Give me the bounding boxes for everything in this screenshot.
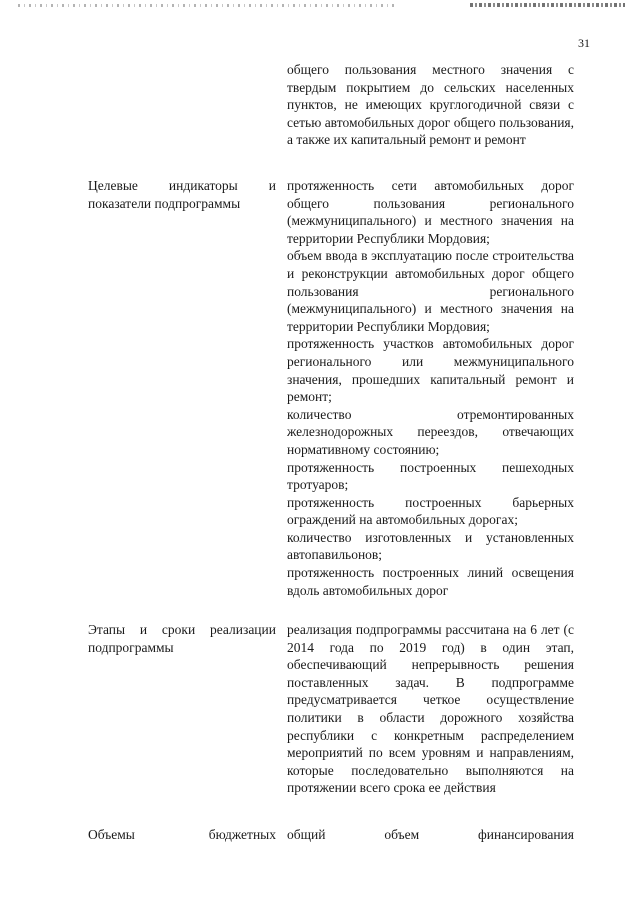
indicator-item: протяженность участков автомобильных дорог регионального или межмуниципального значения, прошедших капитальный ремонт и ремонт;	[287, 336, 574, 405]
page-number: 31	[578, 36, 590, 50]
continuation-text	[287, 61, 574, 149]
indicator-item: количество изготовленных и установленных автопавильонов;	[287, 529, 574, 563]
budget-paragraph: общий объем финансирования	[287, 827, 574, 842]
row-content-stages	[287, 621, 574, 797]
continuation-paragraph: общего пользования местного значения с твердым покрытием до сельских населенных пунктов, не имеющих круглогодичной связи с сетью автомобильных дорог общего пользования, а также их капитальный ремонт и ремонт	[287, 62, 574, 148]
row-label-indicators	[88, 177, 276, 212]
scan-noise-left	[18, 4, 398, 7]
indicator-item: протяженность построенных пешеходных тротуаров;	[287, 459, 574, 493]
row-label-stages	[88, 621, 276, 656]
row-label-text: Объемы бюджетных	[88, 827, 276, 842]
stages-paragraph: реализация подпрограммы рассчитана на 6 лет (с 2014 года по 2019 год) в один этап, обеспечивающий непрерывность решения поставленных задач. В подпрограмме предусматривается четкое осуществление политики в области дорожного хозяйства республики с конкретным распределением мероприятий по всем уровням и направлениям, которые последовательно выполняются на протяжении всего срока ее действия	[287, 622, 574, 796]
indicator-item: протяженность построенных барьерных ограждений на автомобильных дорогах;	[287, 494, 574, 528]
row-label-text: Целевые индикаторы и показатели подпрограммы	[88, 178, 276, 211]
row-label-budget	[88, 826, 276, 844]
scan-artifact-top	[0, 0, 640, 14]
indicator-item: протяженность построенных линий освещения вдоль автомобильных дорог	[287, 565, 574, 598]
row-content-indicators	[287, 177, 574, 599]
indicator-item: количество отремонтированных железнодорожных переездов, отвечающих нормативному состоянию;	[287, 406, 574, 457]
indicator-item: протяженность сети автомобильных дорог общего пользования регионального (межмуниципального) и местного значения на территории Республики Мордовия;	[287, 178, 574, 246]
row-content-budget	[287, 826, 574, 844]
scan-noise-right	[470, 3, 625, 7]
row-label-text: Этапы и сроки реализации подпрограммы	[88, 622, 276, 655]
indicator-item: объем ввода в эксплуатацию после строительства и реконструкции автомобильных дорог общего пользования регионального (межмуниципального) и местного значения на территории Республики Мордовия;	[287, 248, 574, 334]
